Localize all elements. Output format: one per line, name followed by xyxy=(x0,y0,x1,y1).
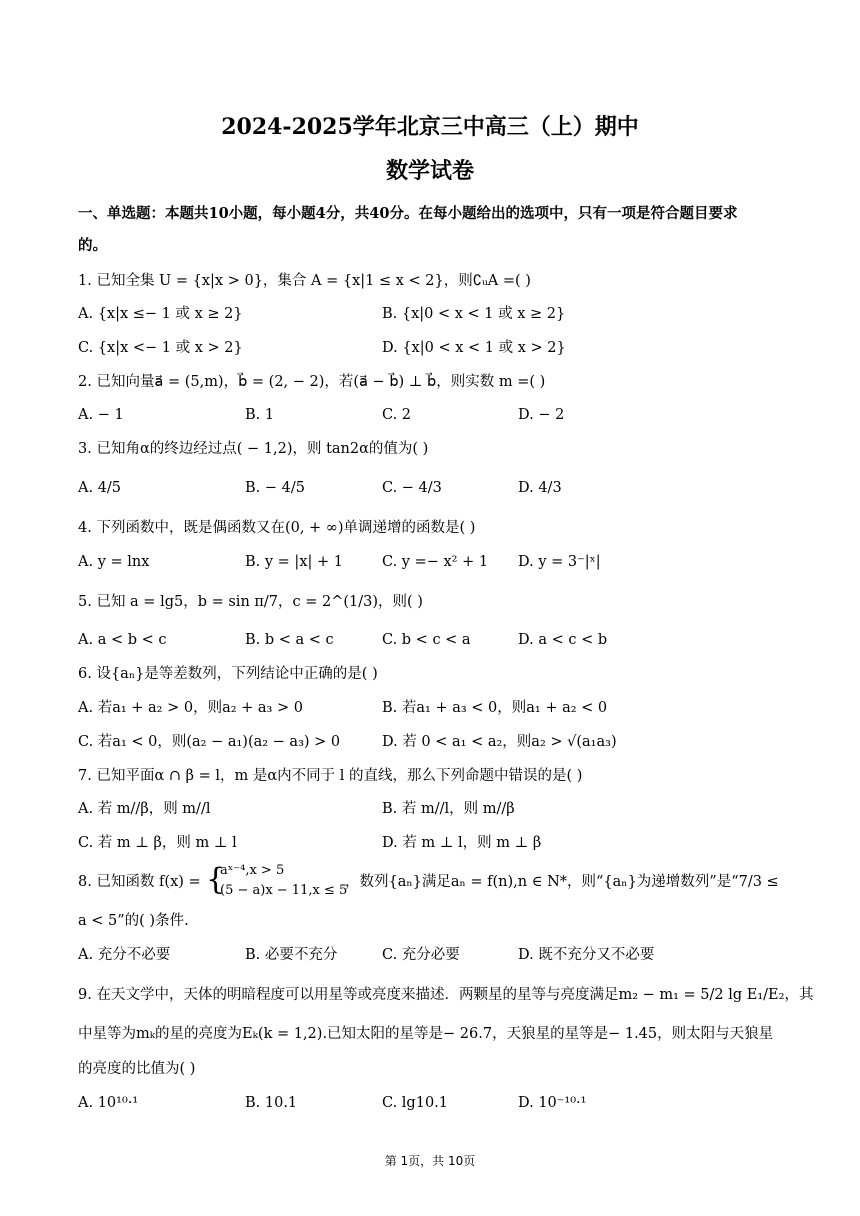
question-3-stem: 3. 已知角α的终边经过点( − 1,2)，则 tan2α的值为( ) xyxy=(78,441,429,457)
question-2-option-b: B. 1 xyxy=(245,407,275,423)
question-9-option-c: C. lg10.1 xyxy=(382,1095,449,1111)
question-9-line2: 中星等为mₖ的星的亮度为Eₖ(k = 1,2).已知太阳的星等是− 26.7，天狼星的星等是− 1.45，则太阳与天狼星 xyxy=(78,1026,774,1042)
question-9-option-a: A. 10¹⁰·¹ xyxy=(78,1095,139,1111)
question-5-option-b: B. b < a < c xyxy=(245,632,334,648)
page-footer: 第 1页，共 10页 xyxy=(384,1154,476,1168)
section-heading-line1: 一、单选题：本题共10小题，每小题4分，共40分。在每小题给出的选项中，只有一项是符合题目要求 xyxy=(78,205,738,222)
question-6-option-b: B. 若a₁ + a₃ < 0，则a₁ + a₂ < 0 xyxy=(382,700,608,716)
piecewise-case-2: (5 − a)x − 11,x ≤ 5 xyxy=(220,883,348,898)
section-heading-line2: 的。 xyxy=(78,237,107,254)
question-9-line3: 的亮度的比值为( ) xyxy=(78,1061,196,1077)
question-2-stem: 2. 已知向量a⃗ = (5,m)，b⃗ = (2, − 2)，若(a⃗ − b⃗) ⊥ b⃗，则实数 m =( ) xyxy=(78,374,546,390)
question-5-option-d: D. a < c < b xyxy=(518,632,608,648)
page-subtitle: 数学试卷 xyxy=(385,158,474,184)
question-7-option-b: B. 若 m//l，则 m//β xyxy=(382,801,515,817)
question-7-option-c: C. 若 m ⊥ β，则 m ⊥ l xyxy=(78,835,237,851)
piecewise-brace: { xyxy=(206,862,226,897)
question-9-option-d: D. 10⁻¹⁰·¹ xyxy=(518,1095,587,1111)
page-title: 2024-2025学年北京三中高三（上）期中 xyxy=(221,114,639,140)
question-3-option-d: D. 4/3 xyxy=(518,480,562,496)
question-8-option-b: B. 必要不充分 xyxy=(245,947,338,963)
question-3-option-c: C. − 4/3 xyxy=(382,480,442,496)
question-1-option-a: A. {x|x ≤− 1 或 x ≥ 2} xyxy=(78,306,243,322)
question-1-option-d: D. {x|0 < x < 1 或 x > 2} xyxy=(382,340,566,356)
question-4-stem: 4. 下列函数中，既是偶函数又在(0, + ∞)单调递增的函数是( ) xyxy=(78,520,476,536)
question-5-option-a: A. a < b < c xyxy=(78,632,167,648)
question-7-stem: 7. 已知平面α ∩ β = l，m 是α内不同于 l 的直线，那么下列命题中错误的是( ) xyxy=(78,768,583,784)
question-6-stem: 6. 设{aₙ}是等差数列，下列结论中正确的是( ) xyxy=(78,666,378,682)
question-8-stem-start: 8. 已知函数 f(x) = xyxy=(78,874,201,890)
question-6-option-d: D. 若 0 < a₁ < a₂，则a₂ > √(a₁a₃) xyxy=(382,734,617,750)
question-6-option-a: A. 若a₁ + a₂ > 0，则a₂ + a₃ > 0 xyxy=(78,700,303,716)
question-4-option-d: D. y = 3⁻|ˣ| xyxy=(518,554,601,570)
question-2-option-d: D. − 2 xyxy=(518,407,565,423)
question-6-option-c: C. 若a₁ < 0，则(a₂ − a₁)(a₂ − a₃) > 0 xyxy=(78,734,341,750)
question-8-option-d: D. 既不充分又不必要 xyxy=(518,947,655,963)
question-3-option-a: A. 4/5 xyxy=(78,480,122,496)
question-2-option-a: A. − 1 xyxy=(78,407,124,423)
question-9-option-b: B. 10.1 xyxy=(245,1095,298,1111)
question-5-stem: 5. 已知 a = lg5，b = sin π/7，c = 2^(1/3)，则( ) xyxy=(78,594,423,610)
question-7-option-a: A. 若 m//β，则 m//l xyxy=(78,801,211,817)
question-4-option-b: B. y = |x| + 1 xyxy=(245,554,343,570)
question-1-stem: 1. 已知全集 U = {x|x > 0}，集合 A = {x|1 ≤ x < 2}，则∁ᵤA =( ) xyxy=(78,273,531,289)
piecewise-case-1: aˣ⁻⁴,x > 5 xyxy=(220,863,285,878)
question-8-stem-middle: ，数列{aₙ}满足aₙ = f(n),n ∈ N*，则“{aₙ}为递增数列”是“7/3 ≤ xyxy=(345,874,779,890)
question-7-option-d: D. 若 m ⊥ l，则 m ⊥ β xyxy=(382,835,542,851)
question-1-option-b: B. {x|0 < x < 1 或 x ≥ 2} xyxy=(382,306,566,322)
question-2-option-c: C. 2 xyxy=(382,407,412,423)
question-1-option-c: C. {x|x <− 1 或 x > 2} xyxy=(78,340,243,356)
question-4-option-a: A. y = lnx xyxy=(78,554,150,570)
question-9-line1: 9. 在天文学中，天体的明暗程度可以用星等或亮度来描述．两颗星的星等与亮度满足m₂ − m₁ = 5/2 lg E₁/E₂，其 xyxy=(78,987,814,1003)
question-3-option-b: B. − 4/5 xyxy=(245,480,305,496)
question-8-stem-end: a < 5”的( )条件. xyxy=(78,913,189,929)
question-8-option-a: A. 充分不必要 xyxy=(78,947,171,963)
question-8-option-c: C. 充分必要 xyxy=(382,947,460,963)
question-4-option-c: C. y =− x² + 1 xyxy=(382,554,489,570)
question-5-option-c: C. b < c < a xyxy=(382,632,471,648)
